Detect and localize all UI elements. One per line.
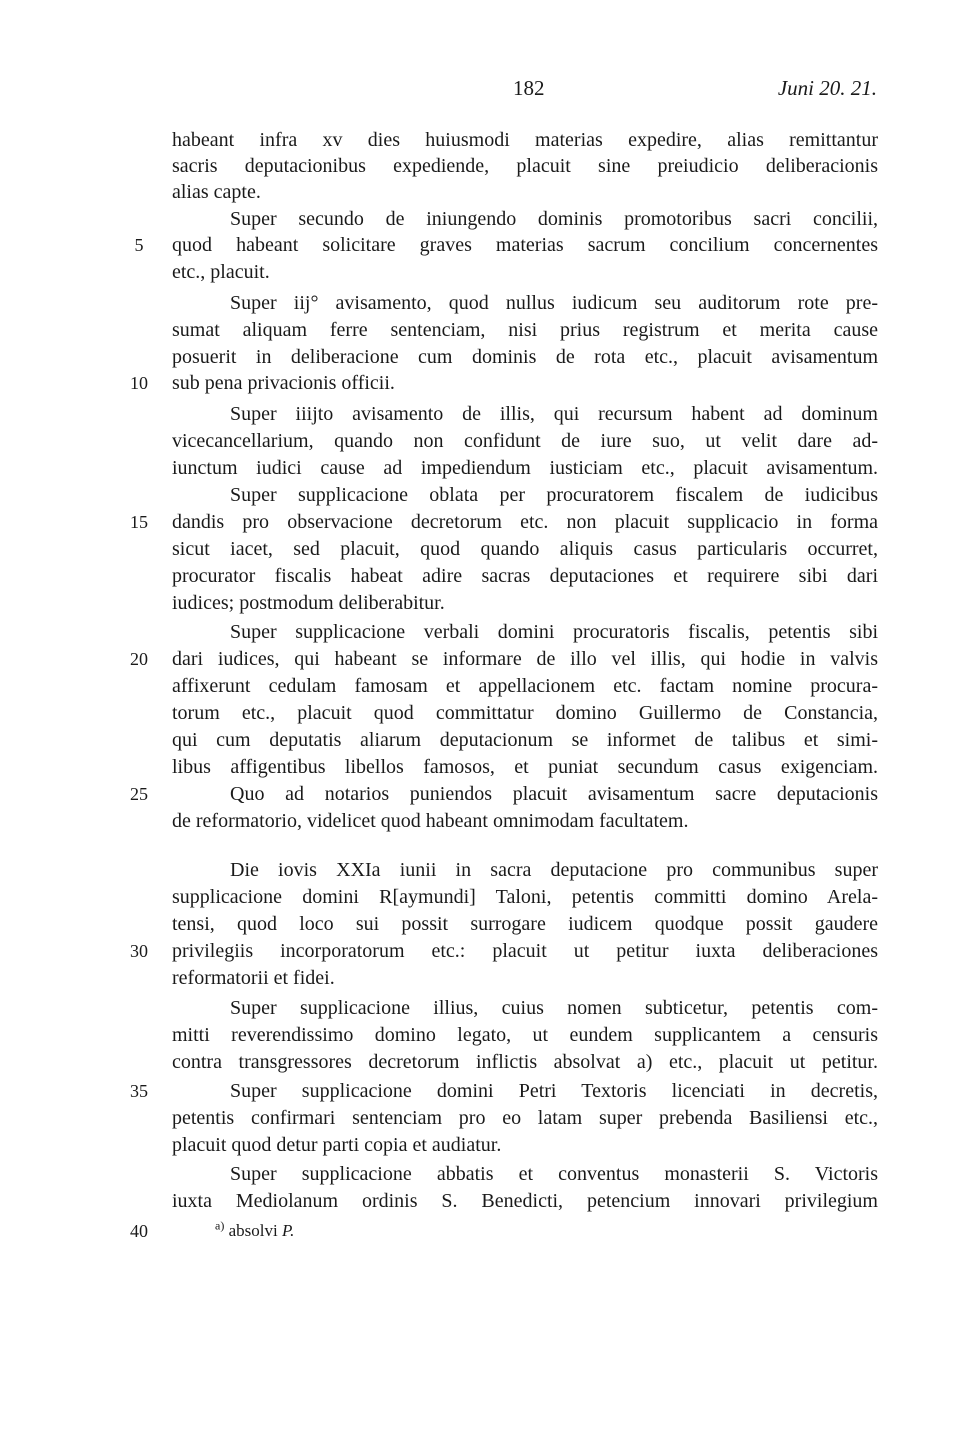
text-line: quod habeant solicitare graves materias sacrum concilium concernentes xyxy=(172,234,878,256)
text-line: iunctum iudici cause ad impediendum iusticiam etc., placuit avisamentum. xyxy=(172,457,878,479)
text-line: Die iovis XXIa iunii in sacra deputacione pro communibus super xyxy=(230,859,878,881)
text-line: sub pena privacionis officii. xyxy=(172,372,395,394)
text-line: sumat aliquam ferre sentenciam, nisi prius registrum et merita cause xyxy=(172,319,878,341)
line-number: 35 xyxy=(130,1081,148,1101)
text-line: posuerit in deliberacione cum dominis de rota etc., placuit avisamentum xyxy=(172,346,878,368)
text-line: libus affigentibus libellos famosos, et puniat secundum casus exigenciam. xyxy=(172,756,878,778)
line-number: 5 xyxy=(134,235,144,255)
text-line: habeant infra xv dies huiusmodi materias expedire, alias remittantur xyxy=(172,129,878,151)
text-line: de reformatorio, videlicet quod habeant omnimodam facultatem. xyxy=(172,810,689,832)
text-line: dandis pro observacione decretorum etc. non placuit supplicacio in forma xyxy=(172,511,878,533)
text-line: contra transgressores decretorum inflictis absolvat a) etc., placuit ut petitur. xyxy=(172,1051,878,1073)
text-line: iudices; postmodum deliberabitur. xyxy=(172,592,445,614)
text-line: affixerunt cedulam famosam et appellacionem etc. factam nomine procura- xyxy=(172,675,878,697)
line-number: 10 xyxy=(130,373,148,393)
line-number: 30 xyxy=(130,941,148,961)
text-line: sacris deputacionibus expediende, placuit sine preiudicio deliberacionis xyxy=(172,155,878,177)
text-line: procurator fiscalis habeat adire sacras deputaciones et requirere sibi dari xyxy=(172,565,878,587)
text-line: Super secundo de iniungendo dominis promotoribus sacri concilii, xyxy=(230,208,878,230)
line-number: 25 xyxy=(130,784,148,804)
text-line: dari iudices, qui habeant se informare de illo vel illis, qui hodie in valvis xyxy=(172,648,878,670)
text-line: Super supplicacione illius, cuius nomen subticetur, petentis com- xyxy=(230,997,878,1019)
line-number: 40 xyxy=(130,1221,148,1241)
page-header xyxy=(0,76,960,106)
text-line: Super iiijto avisamento de illis, qui recursum habent ad dominum xyxy=(230,403,878,425)
text-line: Quo ad notarios puniendos placuit avisamentum sacre deputacionis xyxy=(230,783,878,805)
text-line: Super supplicacione oblata per procuratorem fiscalem de iudicibus xyxy=(230,484,878,506)
text-line: alias capte. xyxy=(172,181,261,203)
footnote-source: P. xyxy=(281,1221,295,1240)
running-head: Juni 20. 21. xyxy=(777,76,877,100)
text-line: privilegiis incorporatorum etc.: placuit ut petitur iuxta deliberaciones xyxy=(172,940,878,962)
text-line: Super supplicacione domini Petri Textoris licenciati in decretis, xyxy=(230,1080,878,1102)
text-line: qui cum deputatis aliarum deputacionum se informet de talibus et simi- xyxy=(172,729,878,751)
page-number: 182 xyxy=(513,76,545,100)
text-line: placuit quod detur parti copia et audiatur. xyxy=(172,1134,502,1156)
text-line: Super iij° avisamento, quod nullus iudicum seu auditorum rote pre- xyxy=(230,292,878,314)
text-line: supplicacione domini R[aymundi] Taloni, petentis committi domino Arela- xyxy=(172,886,878,908)
text-line: torum etc., placuit quod committatur domino Guillermo de Constancia, xyxy=(172,702,878,724)
text-line: Super supplicacione verbali domini procuratoris fiscalis, petentis sibi xyxy=(230,621,878,643)
footnote xyxy=(215,1219,294,1243)
text-line: petentis confirmari sentenciam pro eo latam super prebenda Basiliensi etc., xyxy=(172,1107,878,1129)
text-line: iuxta Mediolanum ordinis S. Benedicti, petencium innovari privilegium xyxy=(172,1190,878,1212)
text-line: Super supplicacione abbatis et conventus monasterii S. Victoris xyxy=(230,1163,878,1185)
footnote-marker: a) xyxy=(215,1218,225,1233)
line-number: 15 xyxy=(130,512,148,532)
text-line: reformatorii et fidei. xyxy=(172,967,335,989)
footnote-text: absolvi xyxy=(228,1221,278,1240)
text-line: mitti reverendissimo domino legato, ut eundem supplicantem a censuris xyxy=(172,1024,878,1046)
text-line: vicecancellarium, quando non confidunt de iure suo, ut velit dare ad- xyxy=(172,430,878,452)
text-line: sicut iacet, sed placuit, quod quando aliquis casus particularis occurret, xyxy=(172,538,878,560)
text-line: etc., placuit. xyxy=(172,261,270,283)
line-number: 20 xyxy=(130,649,148,669)
text-line: tensi, quod loco sui possit surrogare iudicem quodque possit gaudere xyxy=(172,913,878,935)
